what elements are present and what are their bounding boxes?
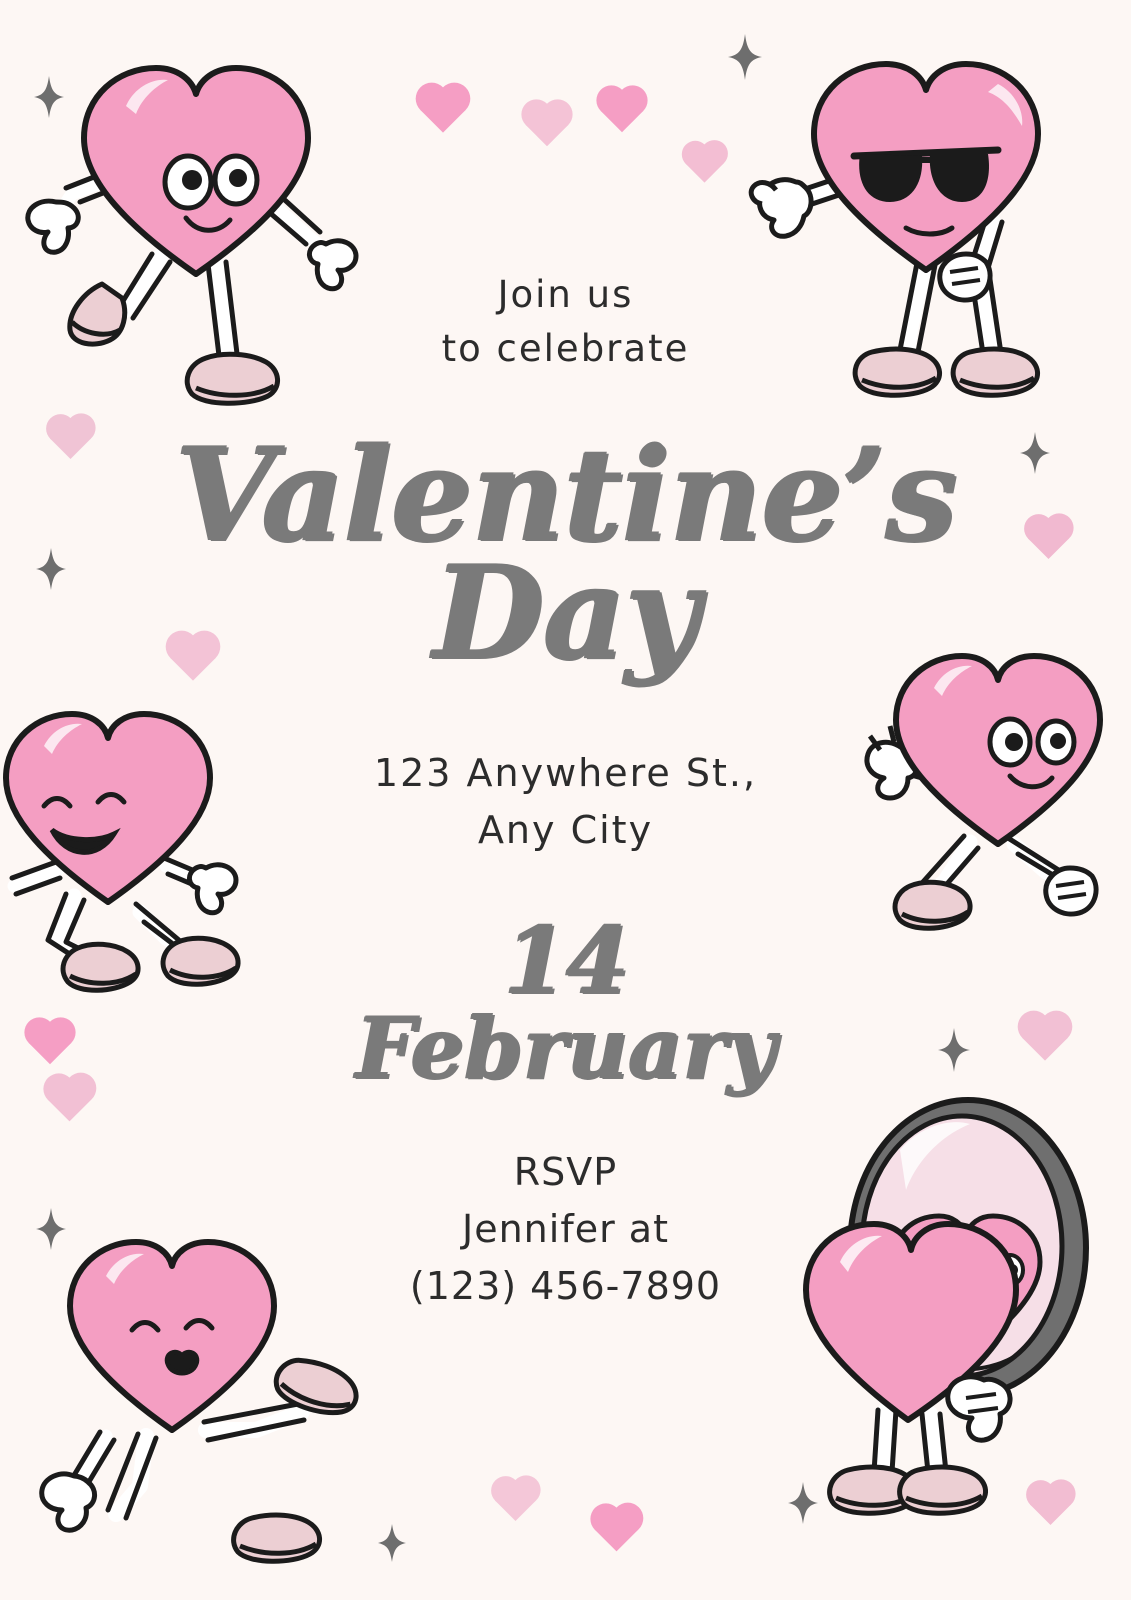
rsvp-contact-name: Jennifer at (462, 1206, 669, 1251)
title-line-1: Valentine’s (174, 420, 957, 571)
page-title (174, 420, 957, 689)
title-line-2: Day (432, 538, 699, 689)
intro-line-1: Join us (497, 273, 634, 316)
event-date (355, 905, 776, 1098)
intro-line-2: to celebrate (441, 326, 690, 370)
intro-text (442, 268, 690, 375)
rsvp-block (410, 1144, 721, 1315)
address-block (374, 745, 757, 859)
rsvp-phone: (123) 456-7890 (409, 1263, 722, 1308)
rsvp-label: RSVP (513, 1149, 618, 1194)
address-line-2: Any City (477, 807, 654, 852)
event-month: February (355, 998, 776, 1098)
address-line-1: 123 Anywhere St., (373, 750, 758, 795)
event-day: 14 (503, 905, 628, 1014)
